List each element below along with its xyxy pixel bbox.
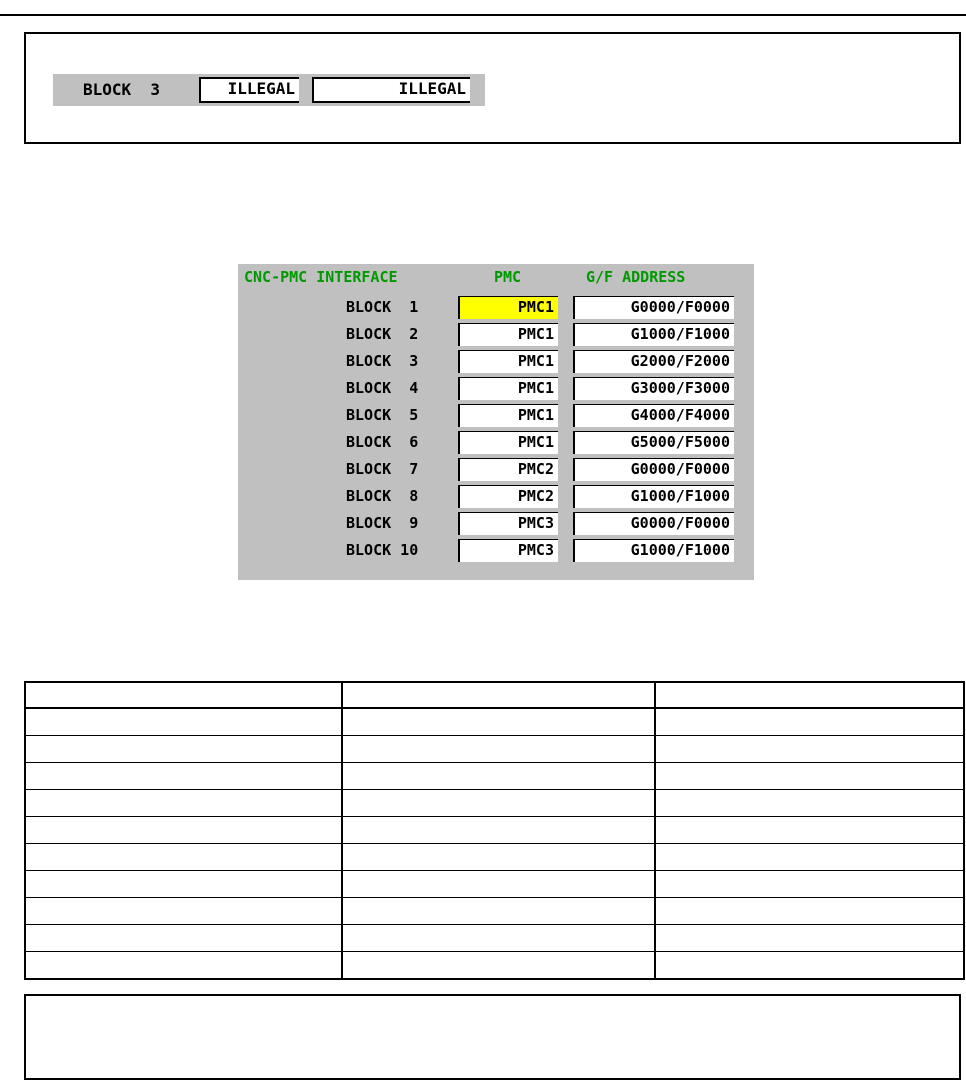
- panel-title: CNC-PMC INTERFACE: [244, 268, 398, 286]
- table-cell: [342, 763, 655, 790]
- block-row: [238, 456, 754, 483]
- block-row: [238, 510, 754, 537]
- illegal-address-field[interactable]: ILLEGAL: [312, 77, 470, 103]
- block-label: BLOCK 5: [346, 406, 419, 424]
- table-cell: [655, 708, 964, 736]
- block-label: BLOCK 6: [346, 433, 419, 451]
- address-field[interactable]: G0000/F0000: [573, 512, 734, 535]
- pmc-field[interactable]: PMC1: [458, 377, 558, 400]
- pmc-field[interactable]: PMC3: [458, 512, 558, 535]
- block-row: [238, 321, 754, 348]
- table-cell: [25, 736, 342, 763]
- pmc-field[interactable]: PMC1: [458, 296, 558, 319]
- table-cell: [655, 682, 964, 708]
- address-field[interactable]: G2000/F2000: [573, 350, 734, 373]
- table-cell: [655, 817, 964, 844]
- table-row: [25, 763, 964, 790]
- block-row: [238, 375, 754, 402]
- block-row: [238, 537, 754, 564]
- pmc-field[interactable]: PMC3: [458, 539, 558, 562]
- table-cell: [25, 682, 342, 708]
- table-row: [25, 844, 964, 871]
- block-label: BLOCK 8: [346, 487, 419, 505]
- table-cell: [25, 817, 342, 844]
- address-field[interactable]: G4000/F4000: [573, 404, 734, 427]
- table-cell: [342, 871, 655, 898]
- address-field[interactable]: G1000/F1000: [573, 539, 734, 562]
- table-cell: [342, 898, 655, 925]
- block-label: BLOCK 1: [346, 298, 419, 316]
- table-row: [25, 736, 964, 763]
- table-cell: [25, 844, 342, 871]
- table-row: [25, 817, 964, 844]
- address-field[interactable]: G0000/F0000: [573, 296, 734, 319]
- table-cell: [655, 790, 964, 817]
- address-field[interactable]: G1000/F1000: [573, 485, 734, 508]
- illegal-setting-example: [53, 74, 485, 106]
- table-cell: [342, 844, 655, 871]
- table-cell: [655, 844, 964, 871]
- table-cell: [655, 736, 964, 763]
- pmc-field[interactable]: PMC1: [458, 404, 558, 427]
- illegal-block-label: BLOCK 3: [83, 80, 161, 99]
- table-cell: [342, 736, 655, 763]
- pmc-field[interactable]: PMC1: [458, 323, 558, 346]
- block-label: BLOCK 4: [346, 379, 419, 397]
- pmc-field[interactable]: PMC2: [458, 458, 558, 481]
- block-row: [238, 402, 754, 429]
- address-field[interactable]: G5000/F5000: [573, 431, 734, 454]
- table-cell: [655, 898, 964, 925]
- table-cell: [25, 871, 342, 898]
- table-cell: [25, 898, 342, 925]
- table-row: [25, 952, 964, 980]
- table-cell: [655, 952, 964, 980]
- table-cell: [655, 871, 964, 898]
- table-row: [25, 925, 964, 952]
- table-row: [25, 871, 964, 898]
- address-field[interactable]: G1000/F1000: [573, 323, 734, 346]
- table-header-row: [25, 682, 964, 708]
- table-cell: [342, 708, 655, 736]
- pmc-field[interactable]: PMC1: [458, 350, 558, 373]
- table-cell: [25, 708, 342, 736]
- table-cell: [655, 925, 964, 952]
- cnc-pmc-interface-panel: [238, 264, 754, 580]
- block-label: BLOCK 7: [346, 460, 419, 478]
- table-cell: [25, 763, 342, 790]
- table-cell: [342, 682, 655, 708]
- table-cell: [25, 952, 342, 980]
- table-cell: [342, 952, 655, 980]
- block-row: [238, 294, 754, 321]
- block-label: BLOCK 10: [346, 541, 419, 559]
- block-row: [238, 348, 754, 375]
- table-cell: [342, 790, 655, 817]
- address-field[interactable]: G3000/F3000: [573, 377, 734, 400]
- block-row: [238, 429, 754, 456]
- table-row: [25, 790, 964, 817]
- block-label: BLOCK 2: [346, 325, 419, 343]
- address-field[interactable]: G0000/F0000: [573, 458, 734, 481]
- table-cell: [25, 790, 342, 817]
- pmc-column-header: PMC: [494, 268, 522, 286]
- table-row: [25, 708, 964, 736]
- address-column-header: G/F ADDRESS: [586, 268, 686, 286]
- table-cell: [25, 925, 342, 952]
- block-label: BLOCK 3: [346, 352, 419, 370]
- note-box-bottom: [24, 994, 961, 1080]
- table-cell: [655, 763, 964, 790]
- empty-grid-table: [24, 681, 965, 980]
- pmc-field[interactable]: PMC1: [458, 431, 558, 454]
- table-cell: [342, 925, 655, 952]
- top-rule: [0, 14, 966, 16]
- pmc-field[interactable]: PMC2: [458, 485, 558, 508]
- illegal-pmc-field[interactable]: ILLEGAL: [199, 77, 299, 103]
- block-label: BLOCK 9: [346, 514, 419, 532]
- table-row: [25, 898, 964, 925]
- table-cell: [342, 817, 655, 844]
- block-row: [238, 483, 754, 510]
